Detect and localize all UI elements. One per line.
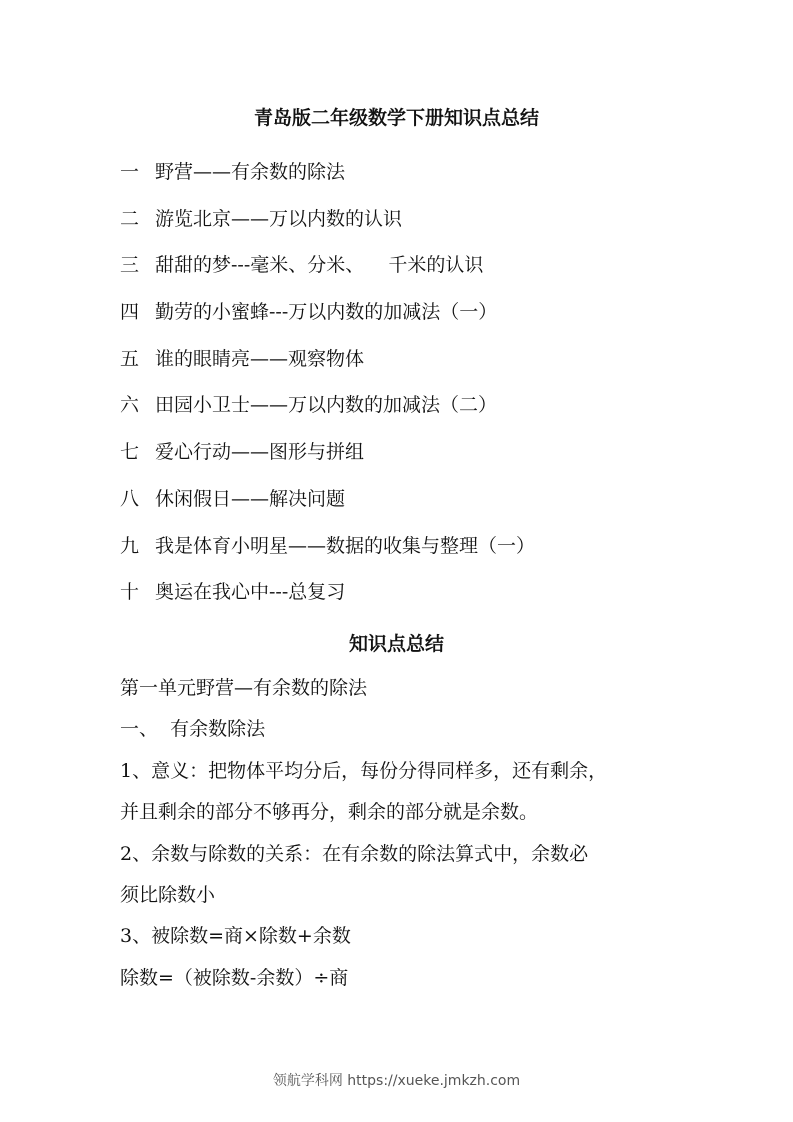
toc-item-number: 八 bbox=[120, 487, 140, 510]
toc-item-number: 四 bbox=[120, 301, 140, 324]
toc-item-text: 游览北京——万以内数的认识 bbox=[155, 207, 403, 230]
toc-item-text: 田园小卫士——万以内数的加减法（二） bbox=[155, 394, 498, 417]
toc-item-number: 二 bbox=[120, 207, 140, 230]
footer-watermark: 领航学科网 https://xueke.jmkzh.com bbox=[272, 1073, 521, 1089]
toc-item-text: 休闲假日——解决问题 bbox=[155, 487, 346, 510]
document-title: 青岛版二年级数学下册知识点总结 bbox=[253, 107, 539, 129]
toc-item-number: 五 bbox=[120, 347, 140, 370]
toc-item-number: 三 bbox=[120, 254, 140, 277]
toc-item-text: 野营——有余数的除法 bbox=[155, 161, 346, 183]
paragraph-line: 并且剩余的部分不够再分，剩余的部分就是余数。 bbox=[120, 801, 539, 824]
toc-item bbox=[120, 253, 680, 300]
toc-item-number: 一 bbox=[120, 161, 140, 183]
toc-item-text: 我是体育小明星——数据的收集与整理（一） bbox=[155, 534, 536, 557]
paragraph-line: 须比除数小 bbox=[120, 883, 216, 906]
toc-item bbox=[120, 300, 680, 347]
formula-line: 3、被除数=商×除数+余数 bbox=[120, 925, 351, 948]
toc-item-number: 七 bbox=[120, 441, 140, 464]
paragraph-line: 1、意义：把物体平均分后，每份分得同样多，还有剩余， bbox=[120, 759, 608, 782]
toc-item-text: 谁的眼睛亮——观察物体 bbox=[155, 347, 365, 370]
toc-item bbox=[120, 440, 680, 487]
toc-item-number: 六 bbox=[120, 394, 140, 417]
toc-item bbox=[120, 534, 680, 581]
toc-item-text: 奥运在我心中---总复习 bbox=[155, 581, 346, 604]
toc-item-text: 爱心行动——图形与拼组 bbox=[155, 441, 365, 464]
section-title: 知识点总结 bbox=[348, 633, 444, 655]
toc-item bbox=[120, 160, 680, 207]
paragraph-line: 2、余数与除数的关系：在有余数的除法算式中，余数必 bbox=[120, 842, 589, 865]
toc-item bbox=[120, 487, 680, 534]
toc-item bbox=[120, 347, 680, 394]
toc-item-text: 甜甜的梦---毫米、分米、 千米的认识 bbox=[155, 254, 484, 277]
toc-item-number: 九 bbox=[120, 534, 140, 557]
toc-item-number: 十 bbox=[120, 581, 140, 604]
toc-item-text: 勤劳的小蜜蜂---万以内数的加减法（一） bbox=[155, 301, 498, 324]
toc-item bbox=[120, 207, 680, 254]
toc-item bbox=[120, 580, 680, 627]
unit-heading: 第一单元野营—有余数的除法 bbox=[120, 677, 368, 699]
toc-item bbox=[120, 393, 680, 440]
body-text bbox=[120, 674, 680, 1005]
table-of-contents bbox=[120, 160, 680, 627]
formula-line: 除数=（被除数-余数）÷商 bbox=[120, 966, 349, 989]
subheading: 一、 有余数除法 bbox=[120, 718, 266, 741]
